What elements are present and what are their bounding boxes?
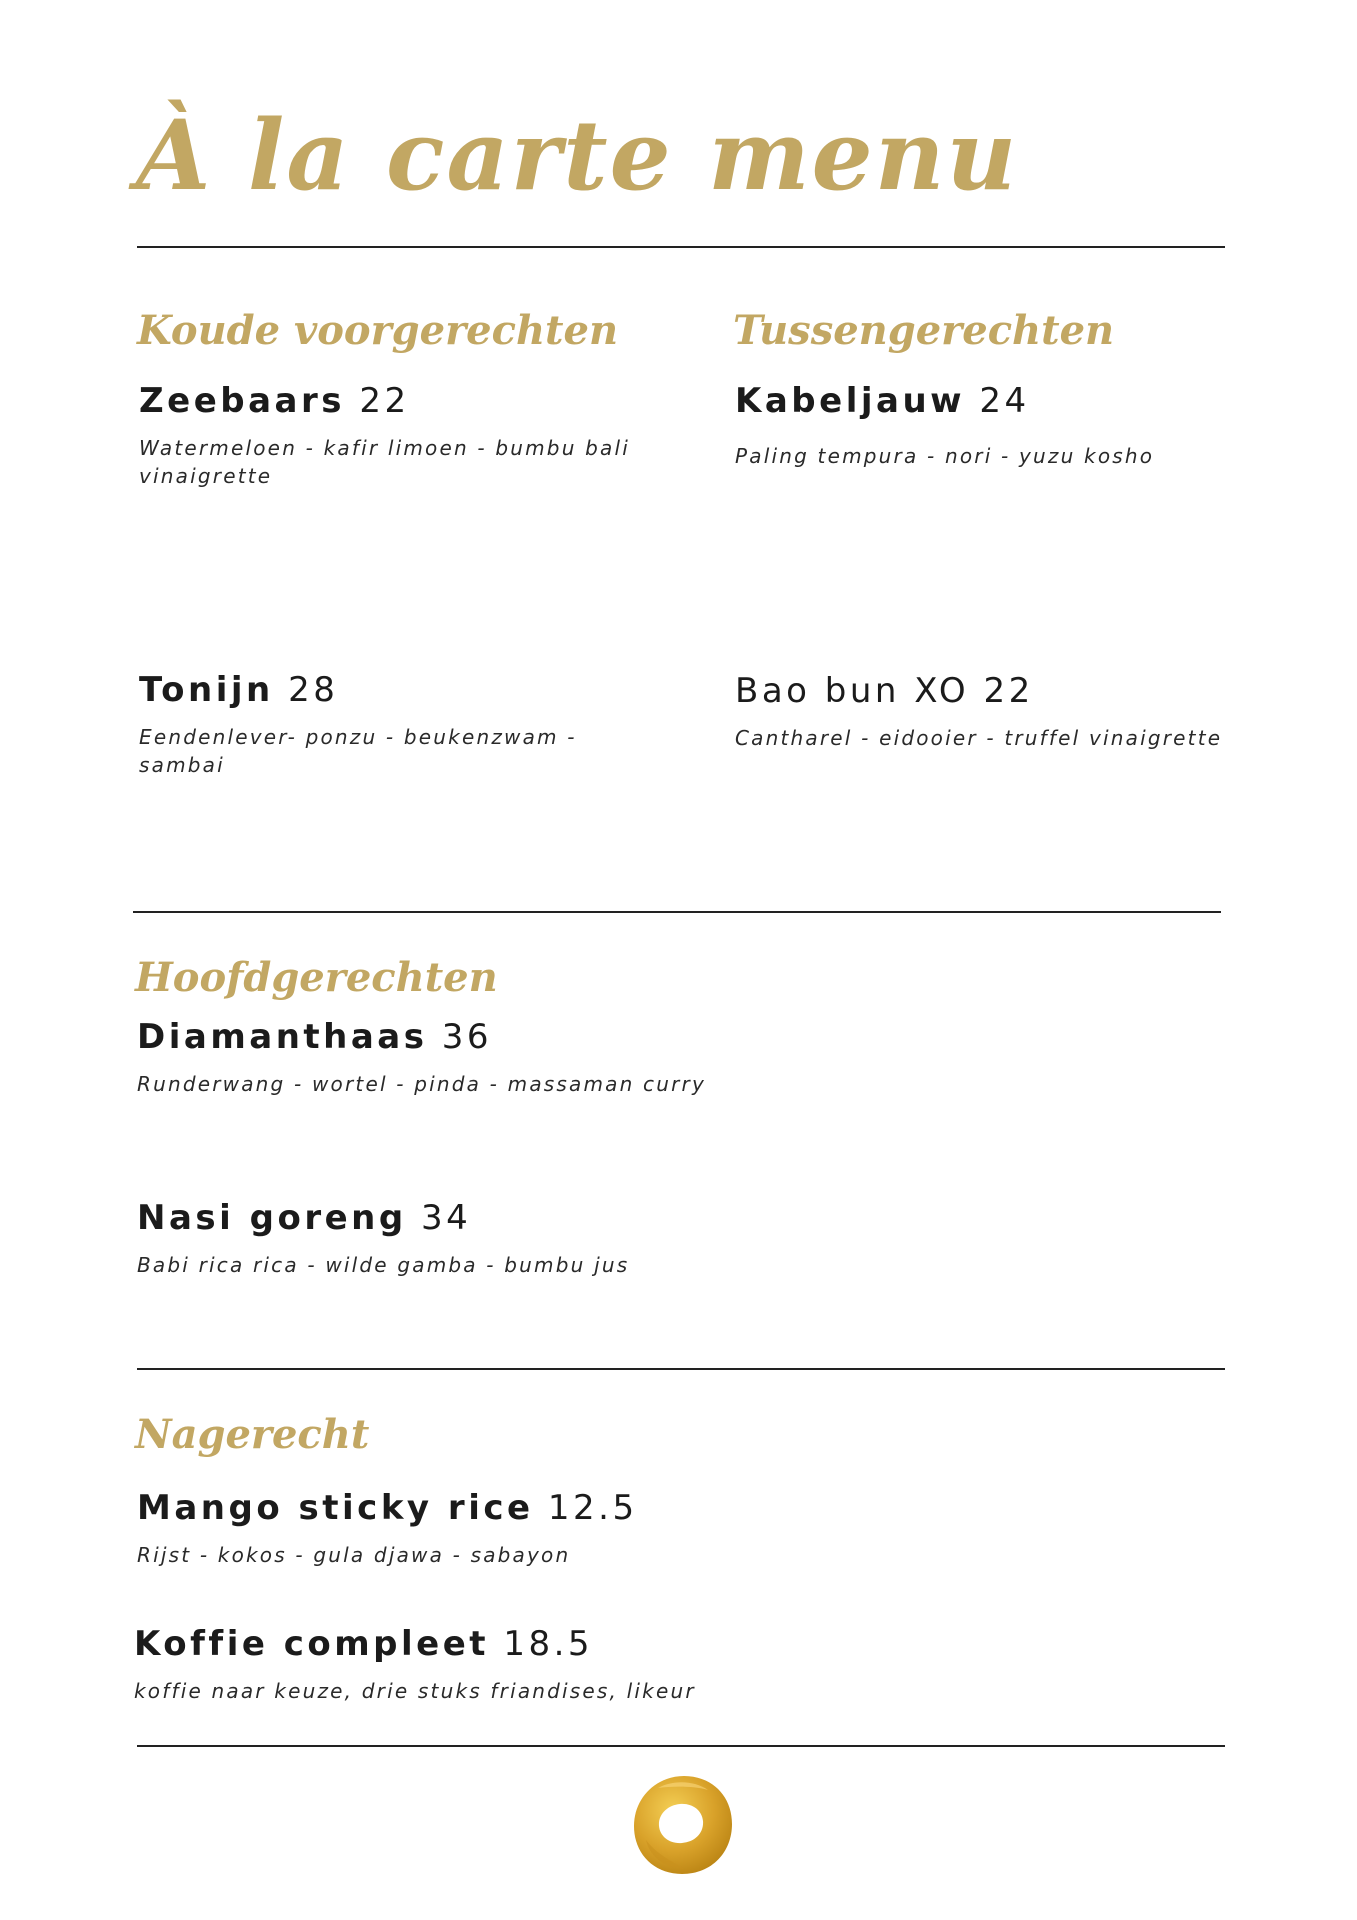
menu-item-bao-bun-xo [735, 671, 1255, 752]
menu-item-zeebaars [139, 381, 659, 490]
menu-item-price: 36 [441, 1017, 493, 1057]
menu-item-name: Tonijn [139, 670, 274, 710]
menu-item-name: Nasi goreng [137, 1198, 407, 1238]
menu-item-name: Diamanthaas [137, 1017, 428, 1057]
divider-lower [137, 1368, 1225, 1370]
menu-item-price: 28 [288, 670, 339, 710]
menu-item-description: Paling tempura - nori - yuzu kosho [735, 443, 1155, 468]
menu-item-name: Bao bun XO [735, 671, 970, 711]
menu-item-description: Runderwang - wortel - pinda - massaman curry [137, 1071, 707, 1096]
menu-item-name: Mango sticky rice [137, 1488, 534, 1528]
menu-item-koffie-compleet [134, 1624, 894, 1705]
section-title-dessert: Nagerecht [135, 1411, 370, 1458]
menu-item-description: Cantharel - eidooier - truffel vinaigrette [735, 725, 1223, 750]
menu-item-tonijn [139, 670, 659, 779]
divider-top [137, 246, 1225, 248]
menu-item-mango-sticky-rice [137, 1488, 837, 1569]
menu-item-price: 12.5 [547, 1488, 638, 1528]
menu-item-price: 22 [359, 381, 410, 421]
menu-item-price: 18.5 [503, 1624, 594, 1664]
menu-item-name: Koffie compleet [134, 1624, 490, 1664]
section-title-mains: Hoofdgerechten [135, 954, 498, 1001]
divider-mid [133, 911, 1221, 913]
menu-item-description: Watermeloen - kafir limoen - bumbu bali vinaigrette [139, 435, 631, 488]
page-title: À la carte menu [136, 99, 1019, 212]
menu-item-nasi-goreng [137, 1198, 837, 1279]
menu-item-description: koffie naar keuze, drie stuks friandises, likeur [134, 1678, 696, 1703]
menu-item-price: 24 [979, 381, 1030, 421]
section-title-cold-starters: Koude voorgerechten [137, 307, 619, 354]
menu-item-kabeljauw [735, 381, 1255, 470]
divider-bottom [137, 1745, 1225, 1747]
menu-item-price: 22 [983, 671, 1034, 711]
menu-item-name: Kabeljauw [735, 381, 966, 421]
menu-item-description: Rijst - kokos - gula djawa - sabayon [137, 1542, 571, 1567]
menu-item-price: 34 [421, 1198, 472, 1238]
menu-item-name: Zeebaars [139, 381, 346, 421]
section-title-intermediate: Tussengerechten [733, 307, 1115, 354]
menu-item-diamanthaas [137, 1017, 837, 1098]
gold-ring-icon [628, 1770, 738, 1880]
menu-item-description: Babi rica rica - wilde gamba - bumbu jus [137, 1252, 630, 1277]
menu-item-description: Eendenlever- ponzu - beukenzwam - sambai [139, 724, 577, 777]
